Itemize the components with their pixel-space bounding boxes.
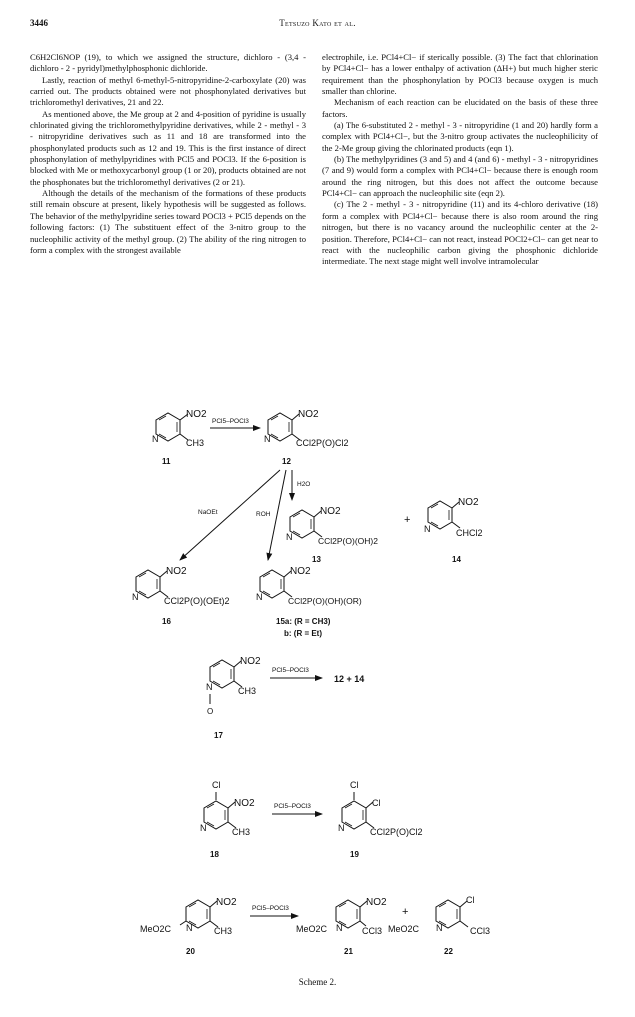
no2-label: NO2 xyxy=(366,897,387,908)
compound-number: 12 xyxy=(282,457,291,466)
paragraph: (c) The 2 - methyl - 3 - nitropyridine (11) and its 4-chloro derivative (18) form a complex with PCl4+Cl− because there is also room around the ring nitrogen, but there is no vacancy around the nucleophilic center at the 2-position. Therefore, PCl4+Cl− can not react, instead POCl2+Cl− can get near to react with the nucleophilic carbon giving the phosphonic dichloride intermediate. The next stage might well involve intramolecular xyxy=(322,199,598,267)
paragraph: Mechanism of each reaction can be elucidated on the basis of these three factors. xyxy=(322,97,598,119)
substituent-label: CCl2P(O)Cl2 xyxy=(370,827,423,837)
ring-n: N xyxy=(206,682,213,692)
cl-label: Cl xyxy=(466,895,475,905)
compound-number: 20 xyxy=(186,947,195,956)
reagent-label: H2O xyxy=(297,481,311,488)
page-number: 3446 xyxy=(30,18,48,28)
compound-16 xyxy=(132,566,230,626)
compound-12 xyxy=(264,409,349,466)
ch3-label: CH3 xyxy=(238,686,257,696)
product-label: 12 + 14 xyxy=(334,674,365,684)
no2-label: NO2 xyxy=(166,566,187,577)
ring-n: N xyxy=(152,434,159,444)
no2-label: NO2 xyxy=(298,409,319,420)
ring-n: N xyxy=(256,592,263,602)
paragraph: C6H2Cl6NOP (19), to which we assigned the structure, dichloro - (3,4 - dichloro - 2 - pyridyl)methylphosphonic dichloride. xyxy=(30,52,306,74)
plus-sign: + xyxy=(402,906,409,918)
compound-13 xyxy=(286,506,378,564)
compound-15 xyxy=(256,566,362,638)
compound-number: 21 xyxy=(344,947,353,956)
compound-number: 16 xyxy=(162,617,171,626)
substituent-label: CHCl2 xyxy=(456,528,483,538)
paragraph: (a) The 6-substituted 2 - methyl - 3 - nitropyridine (1 and 20) hardly form a complex with PCl4+Cl−, but the 3-nitro group activates the nucleophilicity of the 2-Me group giving the chlorinated products (eqn 1). xyxy=(322,120,598,153)
ccl3-label: CCl3 xyxy=(470,926,491,936)
compound-11 xyxy=(152,409,207,466)
no2-label: NO2 xyxy=(234,798,255,809)
cl-label: Cl xyxy=(212,780,221,790)
ccl3-label: CCl3 xyxy=(362,926,383,936)
ch3-label: CH3 xyxy=(186,438,205,448)
ring-n: N xyxy=(200,823,207,833)
no2-label: NO2 xyxy=(458,497,479,508)
ring-n: N xyxy=(132,592,139,602)
plus-sign: + xyxy=(404,514,411,526)
compound-19 xyxy=(338,780,423,859)
reagent-label: PCl5–POCl3 xyxy=(212,418,249,425)
cl-label: Cl xyxy=(372,798,381,808)
paragraph: Lastly, reaction of methyl 6-methyl-5-nitropyridine-2-carboxylate (20) was carried out. The products obtained were not phosphonylated derivatives but trichloromethyl derivatives, 21 and 22. xyxy=(30,74,306,108)
ring-n: N xyxy=(436,923,443,933)
compound-number: 22 xyxy=(444,947,453,956)
reagent-label: PCl5–POCl3 xyxy=(274,803,311,810)
no2-label: NO2 xyxy=(186,409,207,420)
substituent-label: CCl2P(O)Cl2 xyxy=(296,438,349,448)
ch3-label: CH3 xyxy=(232,827,251,837)
compound-number: 14 xyxy=(452,555,461,564)
compound-18 xyxy=(200,780,255,859)
compound-20 xyxy=(140,897,237,956)
no2-label: NO2 xyxy=(290,566,311,577)
reagent-label: NaOEt xyxy=(198,509,218,516)
compound-17 xyxy=(206,656,261,740)
ester-label: MeO2C xyxy=(388,924,420,934)
scheme-caption: Scheme 2. xyxy=(298,977,337,987)
substituent-label: CCl2P(O)(OH)2 xyxy=(318,536,378,546)
compound-number: 13 xyxy=(312,555,321,564)
reaction-arrow xyxy=(268,470,286,560)
paragraph: As mentioned above, the Me group at 2 and 4-position of pyridine is usually chlorinated giving the trichloromethylpyridine derivatives, while 2 - methyl - 3 - nitropyridine derivatives such as 11 and 18 are transformed into the phosphonylated products such as 12 and 19. This is the first instance of direct phosphonylation of methylpyridines with PCl5 and POCl3. If the 6-position is blocked with Me or methoxycarbonyl group (1 or 20), products obtained are not the phosphonates but the trichloromethyl derivatives (2 or 21). xyxy=(30,108,306,187)
no2-label: NO2 xyxy=(216,897,237,908)
n-oxide-label: O xyxy=(207,707,214,716)
substituent-label: CCl2P(O)(OH)(OR) xyxy=(288,596,362,606)
reagent-label: ROH xyxy=(256,511,271,518)
ring-n: N xyxy=(186,923,193,933)
paragraph: (b) The methylpyridines (3 and 5) and 4 (and 6) - methyl - 3 - nitropyridines (7 and 9) would form a complex with PCl4+Cl− because there is enough room around the ring nitrogen, but this does not affect the outcome because PCl4+Cl− can approach the nucleophilic site (eqn 2). xyxy=(322,154,598,199)
compound-number: 19 xyxy=(350,850,359,859)
ring-n: N xyxy=(338,823,345,833)
no2-label: NO2 xyxy=(240,656,261,667)
running-authors: Tetsuzo Kato et al. xyxy=(279,18,356,28)
compound-number: 18 xyxy=(210,850,219,859)
substituent-label: CCl2P(O)(OEt)2 xyxy=(164,596,230,606)
paragraph: Although the details of the mechanism of the formations of these products still remain obscure at present, likely hypothesis will be suggested as follows. The behavior of the methylpyridine series toward POCl3 + PCl5 depends on the following factors: (1) The substituent effect of the 3-nitro group to the nucleophilic activity of the methyl group. (2) The ability of the ring nitrogen to form a complex with the strongest available xyxy=(30,188,306,255)
compound-14 xyxy=(424,497,483,564)
compound-number: 15a: (R = CH3) xyxy=(276,617,331,626)
reagent-label: PCl5–POCl3 xyxy=(272,667,309,674)
compound-number: 17 xyxy=(214,731,223,740)
ring-n: N xyxy=(336,923,343,933)
reagent-label: PCl5–POCl3 xyxy=(252,905,289,912)
ring-n: N xyxy=(286,532,293,542)
ch3-label: CH3 xyxy=(214,926,233,936)
compound-22 xyxy=(388,895,490,956)
ring-n: N xyxy=(264,434,271,444)
compound-number: b: (R = Et) xyxy=(284,629,322,638)
no2-label: NO2 xyxy=(320,506,341,517)
compound-number: 11 xyxy=(162,457,171,466)
ring-n: N xyxy=(424,524,431,534)
cl-label: Cl xyxy=(350,780,359,790)
ester-label: MeO2C xyxy=(296,924,328,934)
paragraph: electrophile, i.e. PCl4+Cl− if sterically possible. (3) The fact that chlorination by PCl4+Cl− has a lower enthalpy of activation (ΔH+) but much higher steric requirement than the phosphonylation by POCl3 because oxygen is much smaller than chlorine. xyxy=(322,52,598,97)
ester-label: MeO2C xyxy=(140,924,172,934)
